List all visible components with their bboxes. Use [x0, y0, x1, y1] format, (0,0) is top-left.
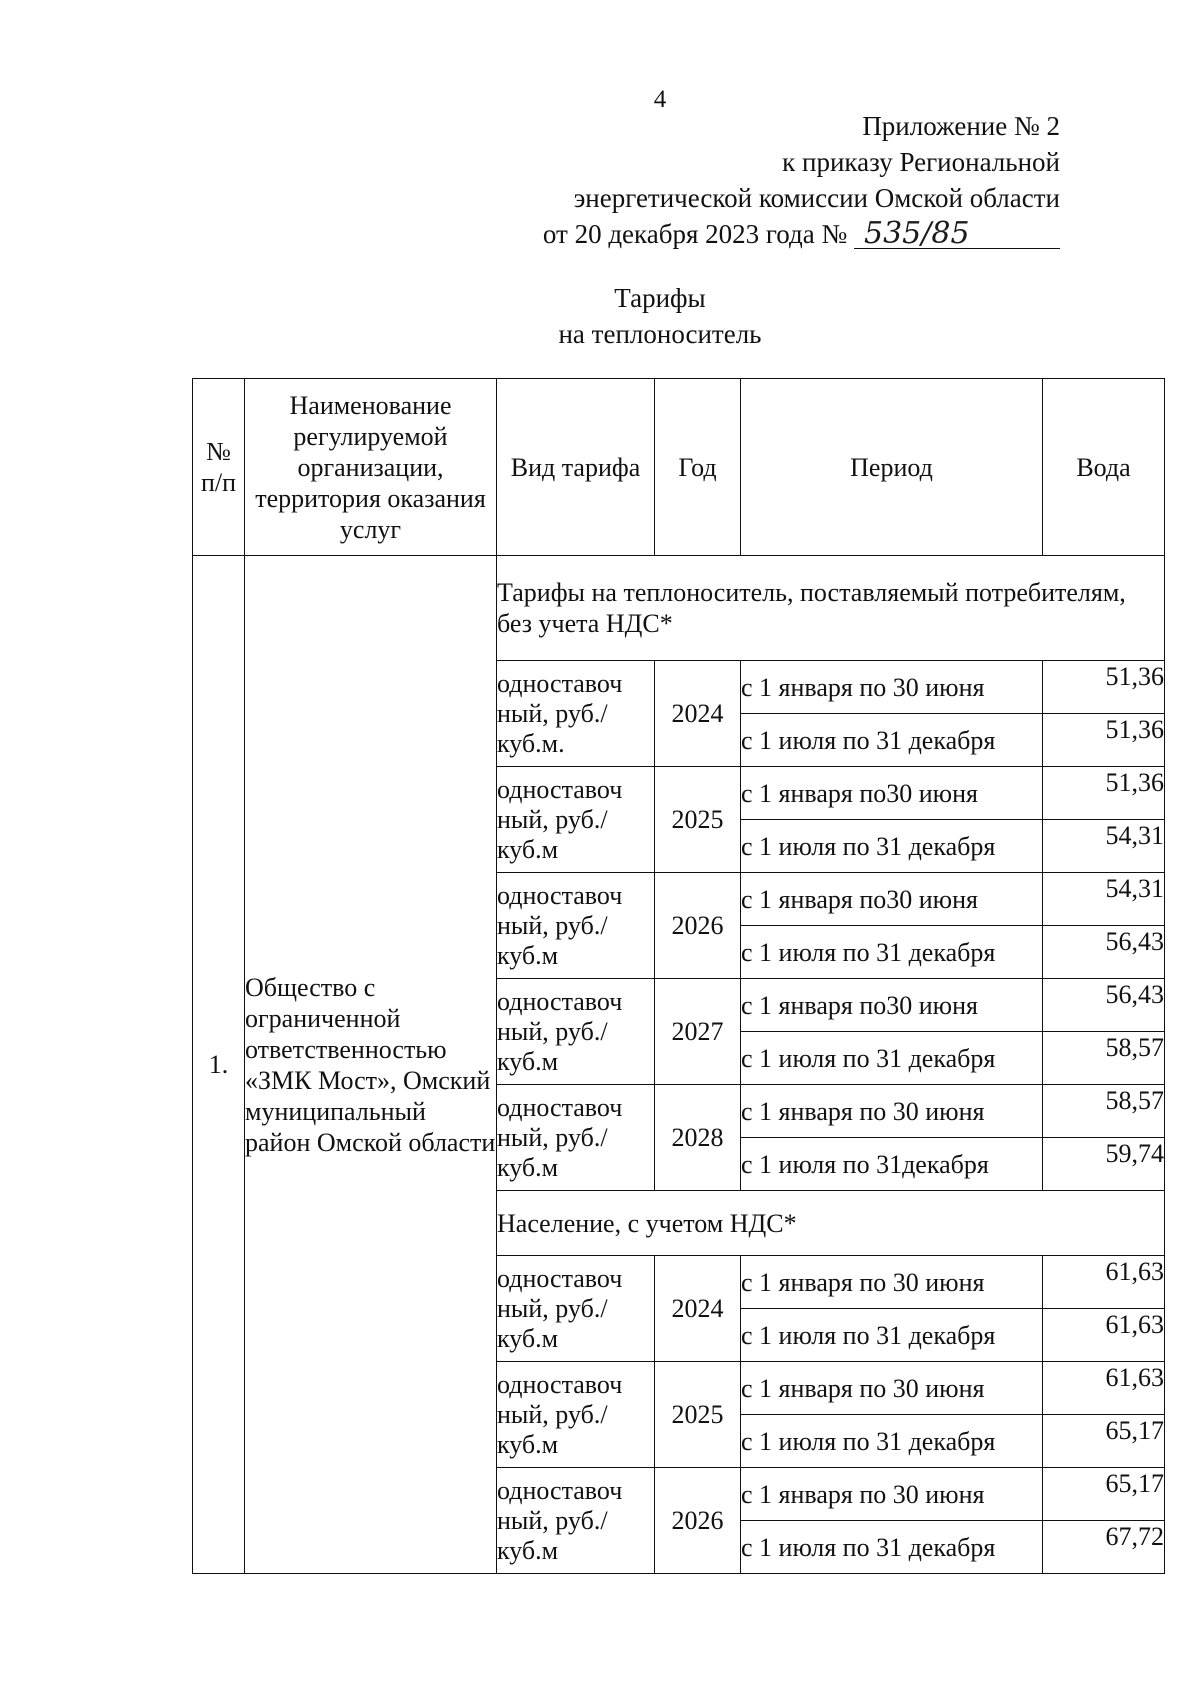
tariff-value: 58,57 [1043, 1032, 1165, 1085]
tariff-value: 51,36 [1043, 661, 1165, 714]
appendix-line-4 [543, 216, 1060, 252]
section-row [193, 556, 1165, 661]
document-title [0, 280, 1200, 352]
tariff-value: 65,17 [1043, 1468, 1165, 1521]
tariff-year: 2026 [655, 873, 741, 979]
tariff-period: с 1 января по30 июня [741, 979, 1043, 1032]
tariff-value: 67,72 [1043, 1521, 1165, 1574]
tariff-kind: одноставоч ный, руб./куб.м [497, 1362, 655, 1468]
tariff-value: 58,57 [1043, 1085, 1165, 1138]
tariff-value: 56,43 [1043, 979, 1165, 1032]
header-org: Наименование регулируемой организации, территория оказания услуг [245, 379, 497, 556]
tariff-value: 59,74 [1043, 1138, 1165, 1191]
appendix-line-3: энергетической комиссии Омской области [573, 183, 1060, 213]
tariff-kind: одноставоч ный, руб./куб.м [497, 873, 655, 979]
tariff-period: с 1 июля по 31декабря [741, 1138, 1043, 1191]
appendix-line-2: к приказу Региональной [782, 147, 1060, 177]
header-kind: Вид тарифа [497, 379, 655, 556]
tariff-year: 2024 [655, 661, 741, 767]
table-header-row [193, 379, 1165, 556]
tariff-period: с 1 января по 30 июня [741, 1468, 1043, 1521]
tariff-kind: одноставоч ный, руб./куб.м [497, 1468, 655, 1574]
section-title: Тарифы на теплоноситель, поставляемый потребителям, без учета НДС* [497, 556, 1165, 661]
section-title: Население, с учетом НДС* [497, 1191, 1165, 1256]
header-water: Вода [1043, 379, 1165, 556]
tariff-year: 2026 [655, 1468, 741, 1574]
tariff-value: 61,63 [1043, 1309, 1165, 1362]
tariff-period: с 1 июля по 31 декабря [741, 1032, 1043, 1085]
title-line-1: Тарифы [614, 283, 706, 313]
tariff-value: 61,63 [1043, 1362, 1165, 1415]
tariff-year: 2025 [655, 1362, 741, 1468]
tariff-period: с 1 января по 30 июня [741, 661, 1043, 714]
tariff-year: 2024 [655, 1256, 741, 1362]
tariff-year: 2028 [655, 1085, 741, 1191]
tariff-value: 51,36 [1043, 767, 1165, 820]
tariff-period: с 1 июля по 31 декабря [741, 820, 1043, 873]
order-number: 535/85 [854, 220, 1060, 249]
appendix-line-1: Приложение № 2 [862, 111, 1060, 141]
appendix-header [543, 108, 1060, 252]
tariff-period: с 1 июля по 31 декабря [741, 1309, 1043, 1362]
tariff-value: 54,31 [1043, 820, 1165, 873]
tariff-kind: одноставоч ный, руб./куб.м [497, 1256, 655, 1362]
tariff-kind: одноставоч ный, руб./куб.м [497, 767, 655, 873]
tariff-value: 61,63 [1043, 1256, 1165, 1309]
header-year: Год [655, 379, 741, 556]
page-number: 4 [653, 86, 667, 113]
appendix-date-prefix: от 20 декабря 2023 года № [542, 219, 848, 249]
tariff-kind: одноставоч ный, руб./куб.м [497, 1085, 655, 1191]
tariff-value: 54,31 [1043, 873, 1165, 926]
tariff-period: с 1 июля по 31 декабря [741, 926, 1043, 979]
header-period: Период [741, 379, 1043, 556]
tariff-kind: одноставоч ный, руб./куб.м [497, 979, 655, 1085]
title-line-2: на теплоноситель [558, 319, 762, 349]
tariff-value: 51,36 [1043, 714, 1165, 767]
tariff-period: с 1 июля по 31 декабря [741, 1415, 1043, 1468]
organization-name: Общество с ограниченной ответственностью «ЗМК Мост», Омский муниципальный район Омской области [245, 556, 497, 1574]
tariff-value: 65,17 [1043, 1415, 1165, 1468]
tariff-period: с 1 января по30 июня [741, 767, 1043, 820]
tariff-period: с 1 января по 30 июня [741, 1362, 1043, 1415]
tariff-year: 2025 [655, 767, 741, 873]
tariff-period: с 1 января по30 июня [741, 873, 1043, 926]
row-number: 1. [193, 556, 245, 1574]
tariff-year: 2027 [655, 979, 741, 1085]
tariff-kind: одноставоч ный, руб./куб.м. [497, 661, 655, 767]
tariff-value: 56,43 [1043, 926, 1165, 979]
tariff-period: с 1 января по 30 июня [741, 1256, 1043, 1309]
tariff-period: с 1 июля по 31 декабря [741, 714, 1043, 767]
tariff-table [192, 378, 1165, 1574]
tariff-period: с 1 января по 30 июня [741, 1085, 1043, 1138]
header-no: № п/п [193, 379, 245, 556]
tariff-period: с 1 июля по 31 декабря [741, 1521, 1043, 1574]
